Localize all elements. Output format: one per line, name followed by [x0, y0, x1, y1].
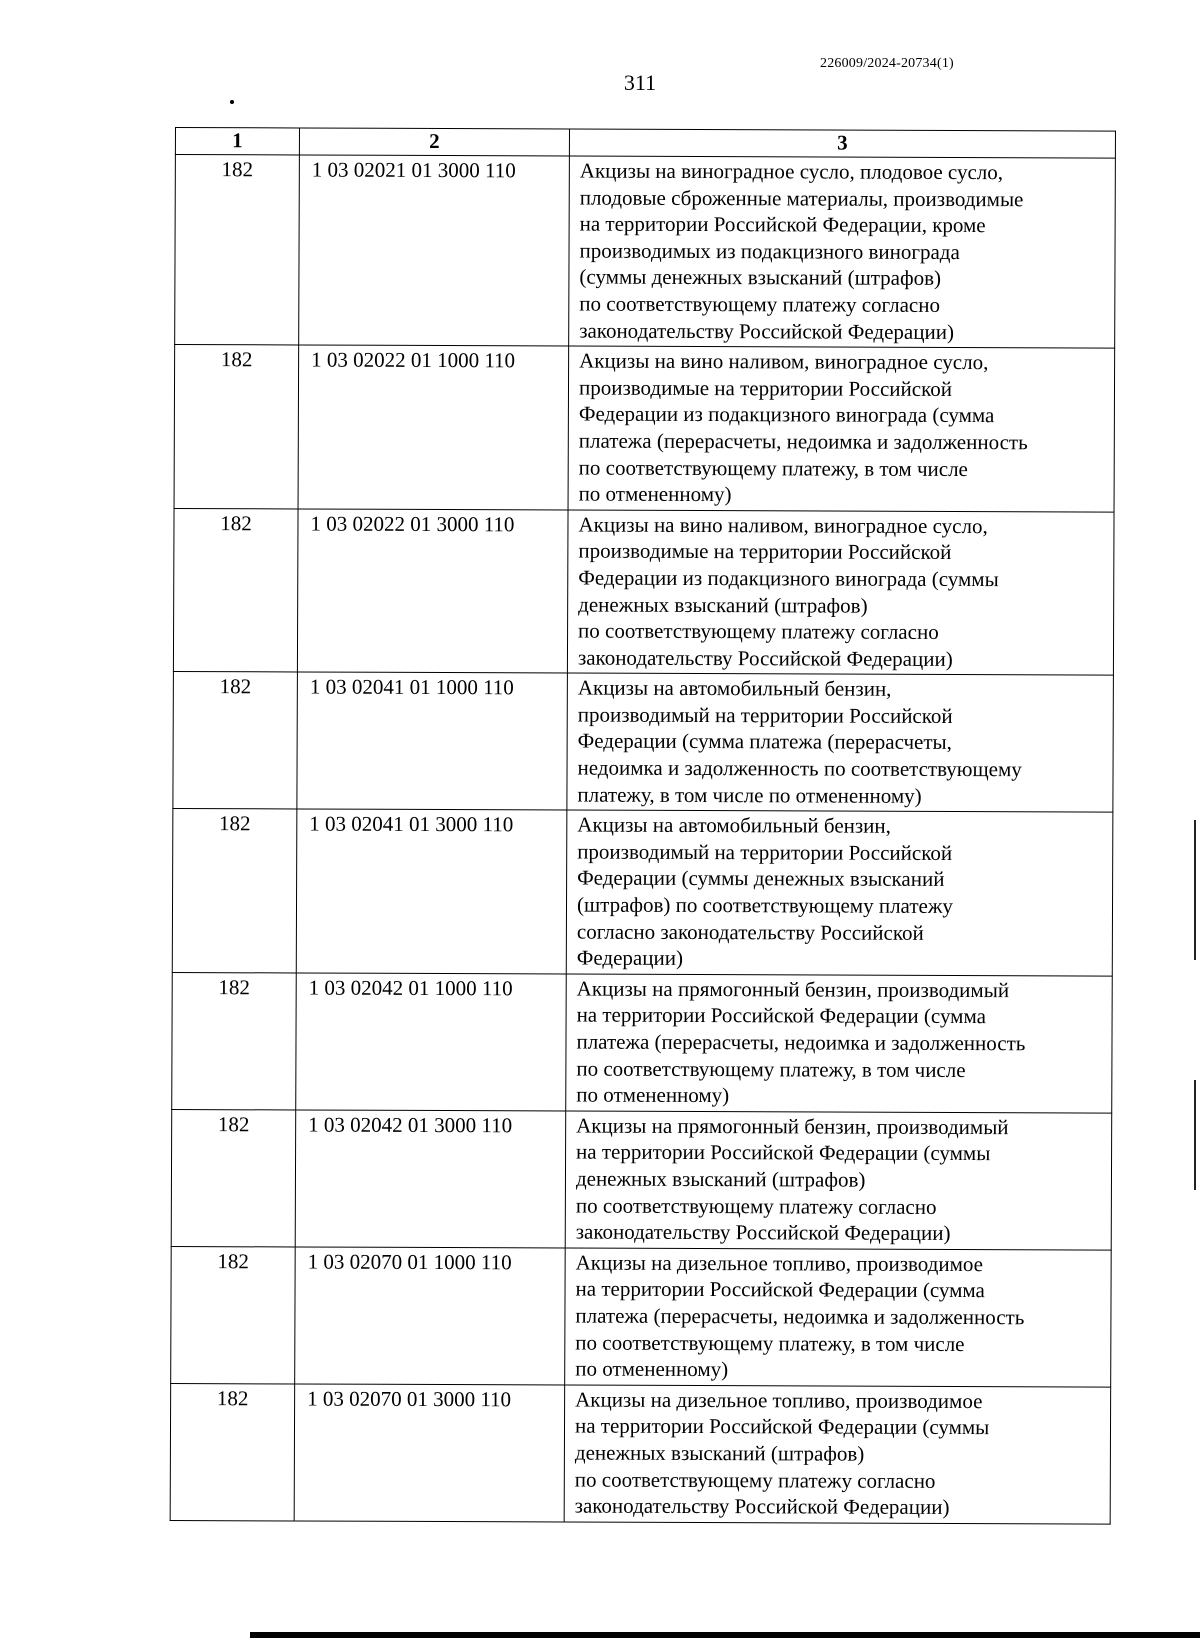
description-line: Федерации (сумма платежа (перерасчеты,	[577, 729, 952, 755]
kbk-cell: 182	[171, 1109, 296, 1246]
table-row	[170, 1383, 1111, 1524]
table-row	[173, 508, 1114, 675]
table-row	[174, 345, 1115, 512]
description-line: производимых из подакцизного винограда	[579, 238, 960, 264]
description-line: по соответствующему платежу, в том числе	[575, 1330, 965, 1356]
description-line: по соответствующему платежу согласно	[578, 618, 939, 645]
table-row	[175, 155, 1116, 349]
table-row	[172, 809, 1113, 976]
income-code-cell: 1 03 02022 01 1000 110	[298, 345, 569, 510]
description-cell	[564, 1385, 1111, 1524]
description-line: законодательству Российской Федерации)	[577, 645, 953, 671]
income-code-cell: 1 03 02070 01 1000 110	[295, 1247, 566, 1385]
description-line: по соответствующему платежу, в том числе	[578, 455, 968, 481]
description-line: платежа (перерасчеты, недоимка и задолженность	[575, 1303, 1025, 1330]
description-cell	[565, 1111, 1112, 1250]
kbk-cell: 182	[172, 972, 297, 1109]
description-line: денежных взысканий (штрафов)	[574, 1440, 865, 1466]
description-line: Акцизы на прямогонный бензин, производимый	[576, 976, 1010, 1003]
description-cell	[569, 156, 1116, 348]
kbk-cell: 182	[173, 508, 298, 672]
description-line: согласно законодательству Российской	[576, 919, 924, 945]
column-header-3: 3	[569, 129, 1115, 158]
description-line: плодовые сброженные материалы, производимые	[579, 185, 1024, 211]
description-line: законодательству Российской Федерации)	[579, 318, 955, 344]
description-line: на территории Российской Федерации (сумма	[575, 1276, 985, 1303]
description-cell	[567, 673, 1114, 812]
column-header-2: 2	[299, 128, 569, 156]
table-row	[171, 1109, 1112, 1250]
description-cell	[566, 810, 1113, 976]
table-container	[170, 127, 1116, 1524]
income-code-cell: 1 03 02070 01 3000 110	[294, 1384, 565, 1522]
description-line: на территории Российской Федерации, кроме	[579, 211, 986, 238]
description-line: платежа (перерасчеты, недоимка и задолженность	[576, 1029, 1026, 1056]
table-row	[172, 972, 1113, 1113]
description-line: Акцизы на автомобильный бензин,	[577, 675, 892, 702]
description-line: законодательству Российской Федерации)	[575, 1219, 951, 1246]
scan-bottom-edge	[250, 1632, 1200, 1638]
description-line: платежа (перерасчеты, недоимка и задолженность	[578, 428, 1028, 455]
document-number: 226009/2024-20734(1)	[820, 56, 954, 71]
scan-artifact-dot	[230, 100, 234, 104]
column-header-1: 1	[175, 128, 299, 155]
kbk-cell: 182	[170, 1383, 295, 1520]
description-line: производимый на территории Российской	[577, 839, 953, 865]
scan-edge-mark	[1194, 820, 1196, 960]
income-code-cell: 1 03 02021 01 3000 110	[299, 155, 570, 346]
description-line: Акцизы на дизельное топливо, производимое	[575, 1250, 984, 1276]
description-line: (суммы денежных взысканий (штрафов)	[579, 264, 942, 291]
description-line: законодательству Российской Федерации)	[574, 1493, 950, 1520]
description-line: платежу, в том числе по отмененному)	[577, 782, 922, 808]
description-line: недоимка и задолженность по соответствующему	[577, 755, 1022, 782]
table-row	[173, 672, 1114, 813]
description-line: по отмененному)	[576, 1082, 730, 1108]
description-line: по соответствующему платежу согласно	[575, 1193, 937, 1219]
table-body	[170, 155, 1115, 1524]
description-line: (штрафов) по соответствующему платежу	[576, 892, 953, 919]
description-line: Акцизы на вино наливом, виноградное сусло,	[579, 348, 989, 375]
budget-codes-table	[170, 127, 1116, 1524]
kbk-cell: 182	[175, 155, 300, 346]
income-code-cell: 1 03 02041 01 1000 110	[297, 672, 568, 810]
description-cell	[567, 510, 1114, 676]
kbk-cell: 182	[172, 809, 297, 973]
description-line: производимые на территории Российской	[578, 375, 953, 401]
description-line: Акцизы на дизельное топливо, производимое	[575, 1387, 983, 1413]
income-code-cell: 1 03 02042 01 3000 110	[295, 1110, 566, 1248]
description-line: производимые на территории Российской	[578, 538, 952, 565]
description-cell	[565, 1248, 1112, 1387]
description-line: на территории Российской Федерации (суммы	[576, 1139, 991, 1166]
description-line: Федерации)	[576, 945, 684, 971]
kbk-cell: 182	[174, 345, 299, 509]
description-line: производимый на территории Российской	[577, 702, 953, 728]
description-line: на территории Российской Федерации (суммы	[574, 1413, 990, 1440]
scan-edge-mark	[1194, 1080, 1196, 1190]
kbk-cell: 182	[173, 672, 298, 809]
description-line: Федерации из подакцизного винограда (сумма	[578, 401, 995, 428]
description-line: денежных взысканий (штрафов)	[578, 592, 868, 618]
description-cell	[566, 974, 1113, 1113]
description-line: Акцизы на вино наливом, виноградное сусло,	[578, 512, 988, 538]
kbk-cell: 182	[171, 1246, 296, 1383]
description-line: по отмененному)	[578, 481, 732, 507]
description-cell	[568, 346, 1115, 512]
description-line: Акцизы на виноградное сусло, плодовое сусло,	[579, 158, 1004, 185]
description-line: Акцизы на автомобильный бензин,	[577, 812, 891, 839]
income-code-cell: 1 03 02041 01 3000 110	[296, 809, 567, 974]
description-line: по отмененному)	[575, 1356, 729, 1382]
description-line: на территории Российской Федерации (сумма	[576, 1002, 986, 1029]
description-line: Федерации (суммы денежных взысканий	[577, 865, 945, 892]
income-code-cell: 1 03 02022 01 3000 110	[297, 509, 568, 674]
description-line: денежных взысканий (штрафов)	[575, 1166, 866, 1192]
table-header-row	[175, 128, 1115, 159]
page-number: 311	[623, 70, 657, 95]
description-line: Акцизы на прямогонный бензин, производимый	[576, 1113, 1009, 1139]
description-line: по соответствующему платежу, в том числе	[576, 1056, 966, 1082]
table-row	[171, 1246, 1112, 1387]
income-code-cell: 1 03 02042 01 1000 110	[296, 973, 567, 1111]
description-line: по соответствующему платежу согласно	[579, 291, 941, 317]
description-line: Федерации из подакцизного винограда (суммы	[578, 565, 999, 592]
description-line: по соответствующему платежу согласно	[574, 1467, 936, 1493]
